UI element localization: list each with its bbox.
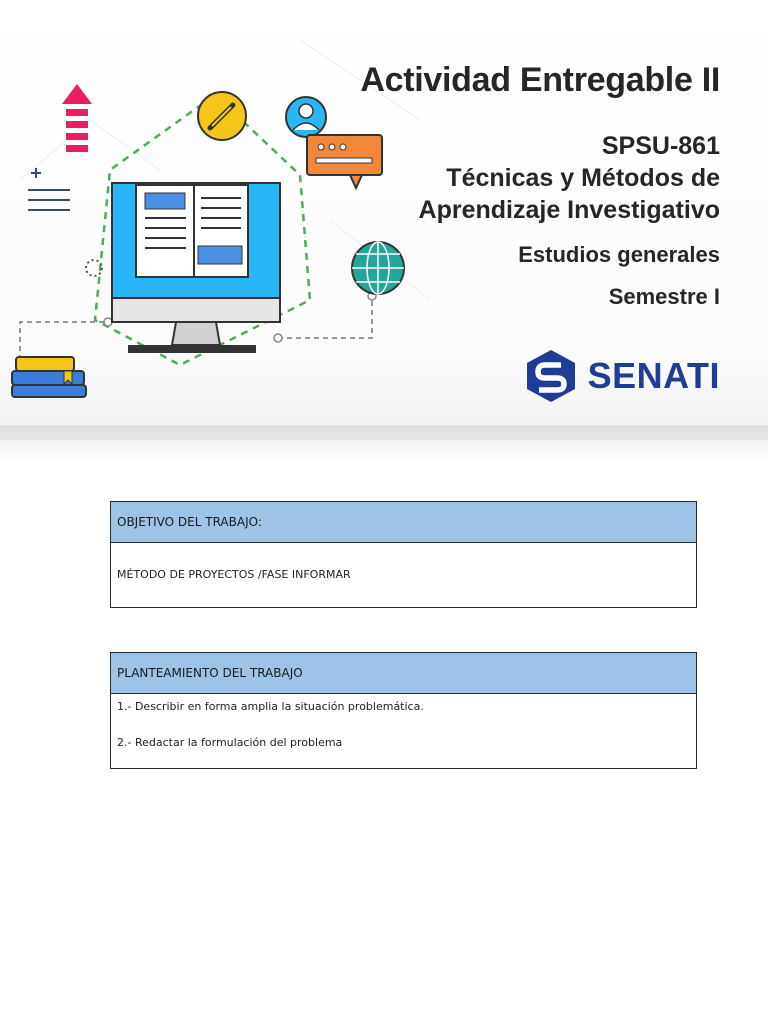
list-item: 2.- Redactar la formulación del problema [117,736,343,749]
senati-emblem-icon [524,348,578,404]
semester-label: Semestre I [608,284,720,309]
connector-right [278,298,372,338]
logo-text: SENATI [587,355,720,396]
title-block [360,58,720,312]
course-name-line1: Técnicas y Métodos de [446,164,720,192]
objetivo-heading: OBJETIVO DEL TRABAJO: [111,502,696,543]
books-stack-icon [12,357,86,397]
objetivo-body: MÉTODO DE PROYECTOS /FASE INFORMAR [117,568,351,581]
planteamiento-box [110,652,697,769]
area-label: Estudios generales [518,242,720,267]
objetivo-box [110,501,697,608]
text-list-icon [28,168,70,210]
planteamiento-body [111,694,696,768]
user-icon [286,97,326,137]
course-name-line2: Aprendizaje Investigativo [418,196,720,224]
course-code: SPSU-861 [601,132,720,160]
senati-logo [524,348,720,404]
page-title: Actividad Entregable II [360,61,720,99]
list-item: 1.- Describir en forma amplia la situación problemática. [117,700,424,713]
banner-shadow [0,425,768,465]
planteamiento-heading: PLANTEAMIENTO DEL TRABAJO [111,653,696,694]
connector-left [20,322,108,360]
pencil-icon [198,92,246,140]
upload-arrow-icon [62,84,92,152]
